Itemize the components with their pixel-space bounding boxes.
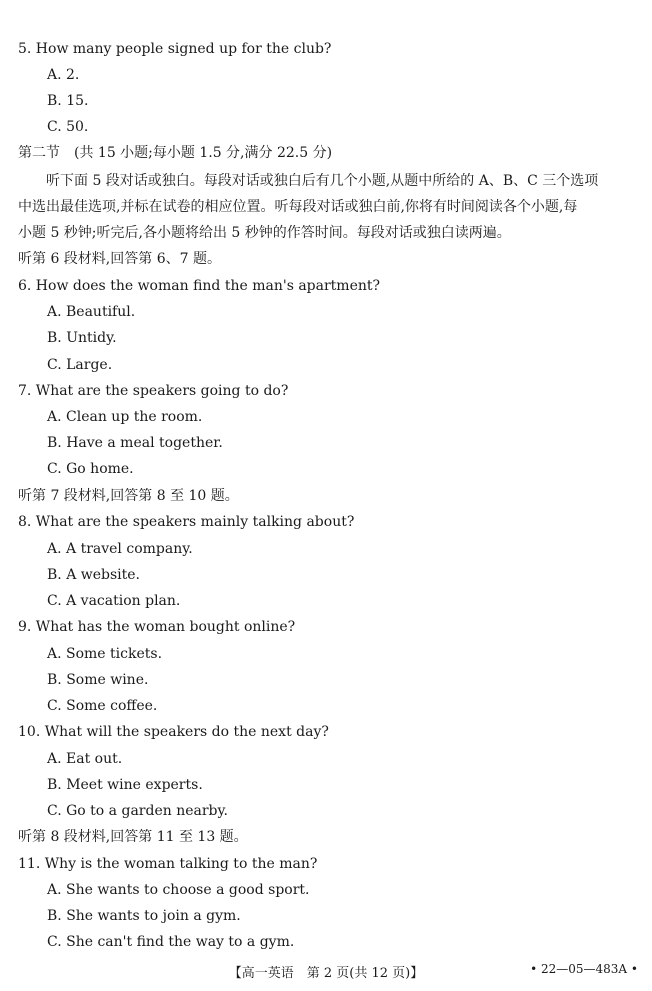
q11-option-a: A. She wants to choose a good sport. [47,882,310,898]
group-6-heading: 听第 6 段材料,回答第 6、7 题。 [18,251,221,267]
q5-option-c: C. 50. [47,119,89,135]
question-6: 6. How does the woman find the man's apartment? [18,278,381,294]
group-7-heading: 听第 7 段材料,回答第 8 至 10 题。 [18,488,239,504]
section-2-instruction-1: 听下面 5 段对话或独白。每段对话或独白后有几个小题,从题中所给的 A、B、C 三个选项 [46,173,599,189]
q6-option-c: C. Large. [47,357,113,373]
section-2-title: 第二节 (共 15 小题;每小题 1.5 分,满分 22.5 分) [18,145,333,161]
q6-option-b: B. Untidy. [47,330,117,346]
q10-option-a: A. Eat out. [47,751,123,767]
q10-option-c: C. Go to a garden nearby. [47,803,228,819]
q7-option-c: C. Go home. [47,461,134,477]
question-7: 7. What are the speakers going to do? [18,383,289,399]
q9-option-b: B. Some wine. [47,672,149,688]
page-footer: 【高一英语 第 2 页(共 12 页)】 [228,966,424,981]
q8-option-a: A. A travel company. [47,541,193,557]
q5-option-b: B. 15. [47,93,89,109]
group-8-heading: 听第 8 段材料,回答第 11 至 13 题。 [18,829,248,845]
q10-option-b: B. Meet wine experts. [47,777,203,793]
paper-code: • 22—05—483A • [530,962,638,976]
q6-option-a: A. Beautiful. [47,304,136,320]
section-2-instruction-2: 中选出最佳选项,并标在试卷的相应位置。听每段对话或独白前,你将有时间阅读各个小题,每 [18,199,578,215]
q7-option-a: A. Clean up the room. [47,409,203,425]
question-10: 10. What will the speakers do the next day? [18,724,329,740]
q11-option-b: B. She wants to join a gym. [47,908,241,924]
q9-option-c: C. Some coffee. [47,698,158,714]
question-5: 5. How many people signed up for the club? [18,41,332,57]
q5-option-a: A. 2. [47,67,80,83]
q8-option-b: B. A website. [47,567,141,583]
q11-option-c: C. She can't find the way to a gym. [47,934,295,950]
section-2-instruction-3: 小题 5 秒钟;听完后,各小题将给出 5 秒钟的作答时间。每段对话或独白读两遍。 [18,225,511,241]
question-8: 8. What are the speakers mainly talking about? [18,514,355,530]
question-9: 9. What has the woman bought online? [18,619,296,635]
question-11: 11. Why is the woman talking to the man? [18,856,318,872]
q9-option-a: A. Some tickets. [47,646,163,662]
q8-option-c: C. A vacation plan. [47,593,181,609]
q7-option-b: B. Have a meal together. [47,435,223,451]
